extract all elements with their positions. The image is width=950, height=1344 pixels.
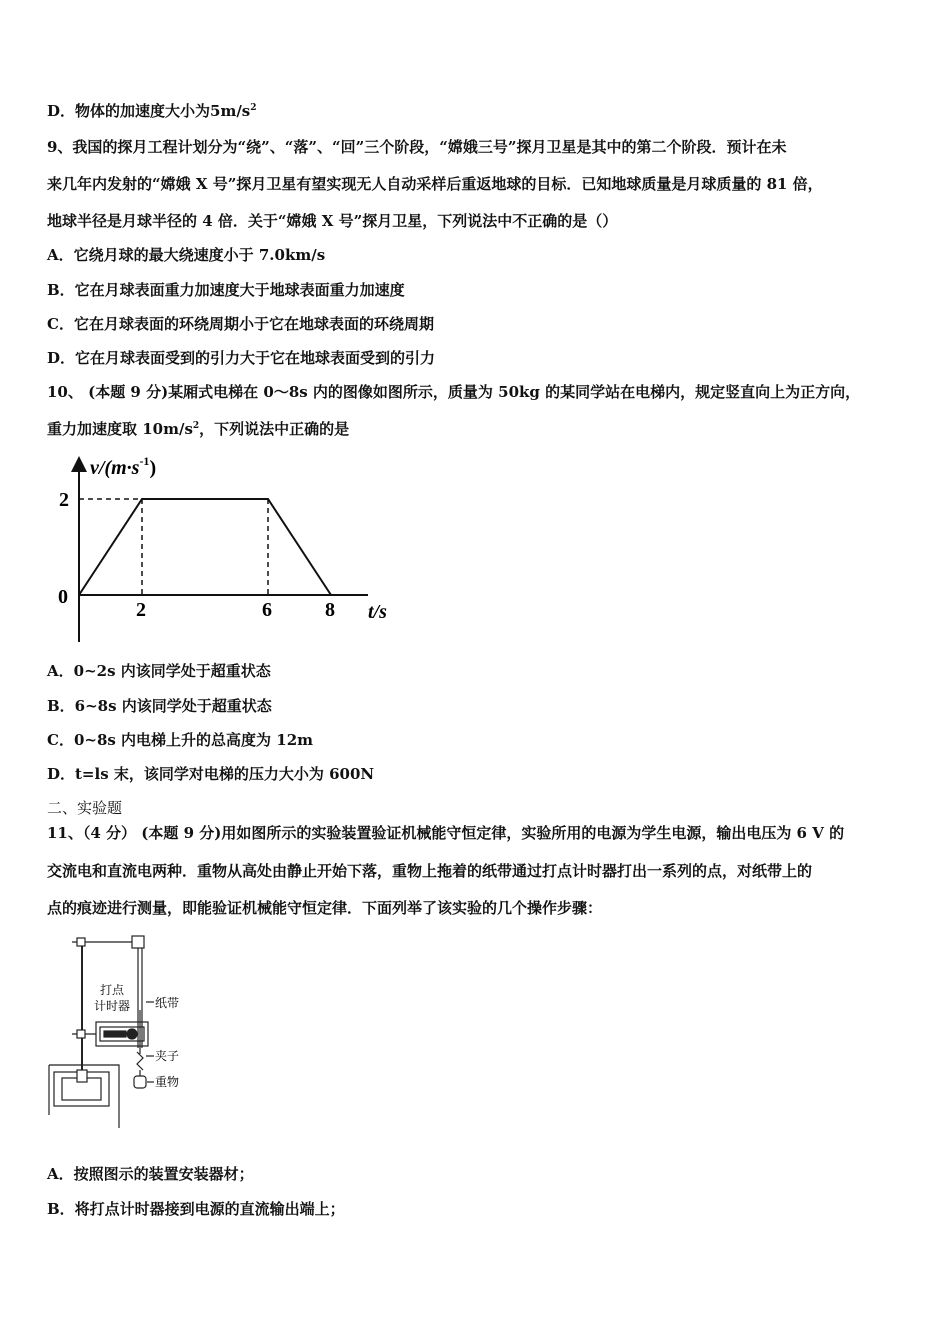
x-tick-label: 6 <box>262 599 272 621</box>
timer-label-1: 打点 <box>100 983 125 997</box>
y-tick-label: 2 <box>59 489 69 511</box>
q9-stem-line-3: 地球半径是月球半径的 4 倍．关于“嫦娥 X 号”探月卫星，下列说法中不正确的是（） <box>47 212 618 230</box>
q9-option-c: C．它在月球表面的环绕周期小于它在地球表面的环绕周期 <box>47 315 434 333</box>
q10-option-b: B．6~8s 内该同学处于超重状态 <box>47 697 272 715</box>
q10-option-d: D．t=ls 末，该同学对电梯的压力大小为 600N <box>47 765 375 783</box>
q11-step-a: A．按照图示的装置安装器材； <box>47 1165 254 1183</box>
weight-label: 重物 <box>155 1075 180 1089</box>
q9-option-b: B．它在月球表面重力加速度大于地球表面重力加速度 <box>47 281 405 299</box>
q9-stem-line-2: 来几年内发射的“嫦娥 X 号”探月卫星有望实现无人自动采样后重返地球的目标．已知地球质量是月球质量的 81 倍， <box>47 175 823 193</box>
q8-option-d: D．物体的加速度大小为$5m/s^2$ <box>47 102 257 120</box>
tape-label: 纸带 <box>155 996 180 1010</box>
y-axis-label: $v/(m\cdot s^{-1})$ <box>90 454 157 479</box>
q11-step-b: B．将打点计时器接到电源的直流输出端上； <box>47 1200 345 1218</box>
q9-option-d: D．它在月球表面受到的引力大于它在地球表面受到的引力 <box>47 349 436 367</box>
x-tick-label: 2 <box>136 599 146 621</box>
velocity-line <box>79 499 331 595</box>
q11-stem-line-2: 交流电和直流电两种．重物从高处由静止开始下落，重物上拖着的纸带通过打点计时器打出一系列的点，对纸带上的 <box>47 862 813 880</box>
q9-option-a: A．它绕月球的最大绕速度小于 7.0km/s <box>47 246 326 264</box>
origin-label: 0 <box>58 586 68 608</box>
q11-stem-line-3: 点的痕迹进行测量，即能验证机械能守恒定律．下面列举了该实验的几个操作步骤： <box>47 899 603 917</box>
clip-label: 夹子 <box>155 1049 180 1063</box>
q10-stem-line-2: 重力加速度取 $10m/s^2$，下列说法中正确的是 <box>47 420 350 438</box>
velocity-time-graph <box>50 452 410 647</box>
q10-option-a: A．0~2s 内该同学处于超重状态 <box>47 662 271 680</box>
x-axis-label: t/s <box>368 601 387 623</box>
x-tick-label: 8 <box>325 599 335 621</box>
q9-stem-line-1: 9、我国的探月工程计划分为“绕”、“落”、“回”三个阶段，“嫦娥三号”探月卫星是其中的第二个阶段．预计在未 <box>47 138 787 156</box>
timer-label-2: 计时器 <box>94 999 131 1013</box>
q11-stem-line-1: 11、（4 分） (本题 9 分)用如图所示的实验装置验证机械能守恒定律，实验所用的电源为学生电源，输出电压为 6 V 的 <box>47 824 845 842</box>
q10-stem-line-1: 10、 (本题 9 分)某厢式电梯在 0～8s 内的图像如图所示，质量为 50kg 的某同学站在电梯内，规定竖直向上为正方向， <box>47 383 861 401</box>
apparatus-figure <box>44 930 204 1130</box>
q10-option-c: C．0~8s 内电梯上升的总高度为 12m <box>47 731 314 749</box>
section-title: 二、实验题 <box>47 799 123 817</box>
